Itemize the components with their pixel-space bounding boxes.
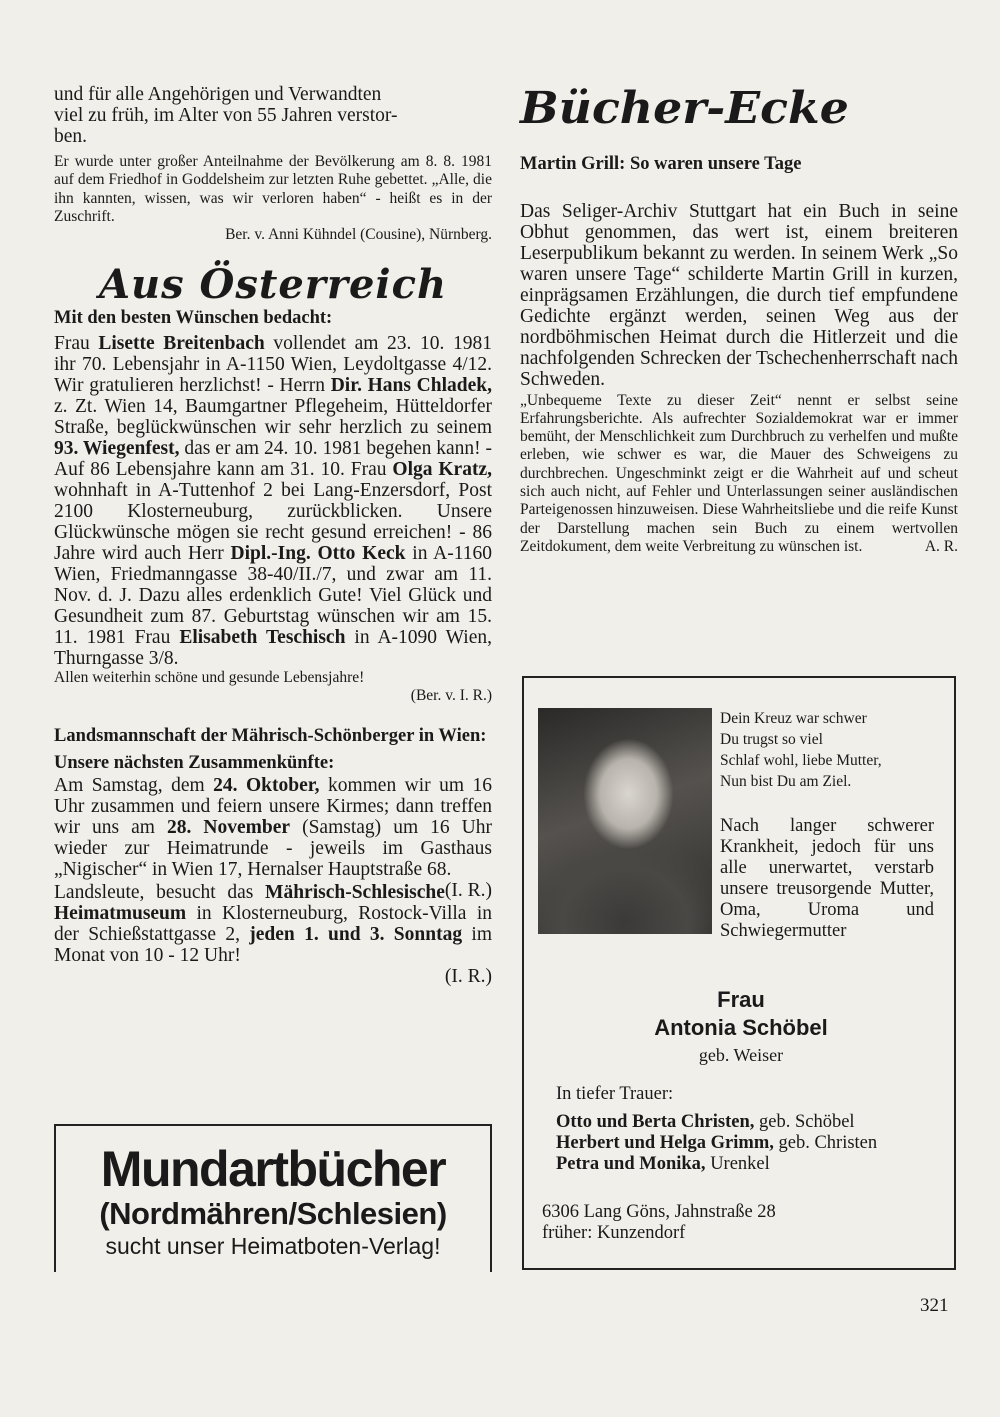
meetings-t2: kommen wir um 16 Uhr zusammen und feiern unsere Kirmes; dann treffen wir uns am xyxy=(54,774,493,838)
wishes-heading: Mit den besten Wünschen bedacht: xyxy=(54,308,333,329)
mundartbuecher-ad xyxy=(54,1124,492,1272)
section-title-buecher-ecke: Bücher-Ecke xyxy=(520,83,849,134)
obit-text: Nach langer schwerer Krankheit, jedoch für uns alle unerwartet, verstarb unsere treusorgende Mutter, Oma, Uroma und Schwiegermutter xyxy=(720,816,934,941)
section-title-oesterreich: Aus Österreich xyxy=(98,261,448,309)
mourner-3-rest: Urenkel xyxy=(705,1154,770,1174)
mourner-1-rest: geb. Schöbel xyxy=(754,1112,855,1132)
ad-subtitle: (Nordmähren/Schlesien) xyxy=(99,1196,447,1231)
wishes-t7: in A-1090 Wien, Thurngasse 3/8. xyxy=(54,626,492,669)
museum-credit: (I. R.) xyxy=(444,965,492,987)
verse-line-3: Schlaf wohl, liebe Mutter, xyxy=(720,752,882,769)
mourner-3-names: Petra und Monika, xyxy=(556,1154,706,1174)
left-column xyxy=(54,84,492,987)
book-text-small: „Unbequeme Texte zu dieser Zeit“ nennt er selbst seine Erfahrungsberichte. Als aufrechter Sozialdemokrat war er immer bemüht, der Menschlichkeit zum Durchbruch zu verhelfen und mußte erleben, wie schwer es war, die Mauer des Schweigens zu durchbrechen. Ungeschminkt zeigt er die Wahrheit auf und scheut sich auch nicht, auf Fehler und Unterlassungen seiner ausländischen Parteigenossen hinzuweisen. Diese Wahrheitsliebe und die reife Kunst der Darstellung machen sein Buch zu einem wertvollen Zeitdokument, dem weite Verbreitung zu wünschen ist. xyxy=(520,391,958,555)
verse-line-1: Dein Kreuz war schwer xyxy=(720,710,867,727)
meetings-t1: Am Samstag, dem xyxy=(54,774,214,796)
ad-tagline: sucht unser Heimatboten-Verlag! xyxy=(105,1233,441,1259)
page-number: 321 xyxy=(920,1295,949,1316)
mourner-3 xyxy=(556,1154,946,1175)
ad-title: Mundartbücher xyxy=(100,1141,446,1197)
obit-name-full: Antonia Schöbel xyxy=(654,1015,828,1040)
meetings-credit: (I. R.) xyxy=(444,879,492,901)
intro-line-3: ben. xyxy=(54,126,88,147)
wishes-name-chladek: Dir. Hans Chladek, xyxy=(330,374,492,396)
book-text: Das Seliger-Archiv Stuttgart hat ein Buch in seine Obhut genommen, das wert ist, einem breiteren Leserpublikum bekannt zu werden. In seinem Werk „So waren unsere Tage“ schilderte Martin Grill in kurzen, einprägsamen Erzählungen, die durch tief empfundene Gedichte ergänzt werden, seinen Weg aus der nordböhmischen Heimat durch die Hitlerzeit und die nachfolgenden Schrecken der Tschechenherrschaft nach Schweden. xyxy=(520,200,958,390)
museum-paragraph xyxy=(54,879,492,966)
meetings-date-november: 28. November xyxy=(167,816,291,838)
wishes-wiegenfest: 93. Wiegenfest, xyxy=(54,437,180,459)
wishes-t1: Frau xyxy=(54,332,99,354)
meetings-heading: Unsere nächsten Zusammenkünfte: xyxy=(54,753,335,774)
book-credit: A. R. xyxy=(924,538,958,556)
funeral-text: Er wurde unter großer Anteilnahme der Bevölkerung am 8. 8. 1981 auf dem Friedhof in Goddelsheim zur letzten Ruhe gebettet. „Alle, die ihn kannten, wissen, was wir verloren haben“ - heißt es in der Zuschrift. xyxy=(54,153,492,225)
mourner-1-names: Otto und Berta Christen, xyxy=(556,1112,755,1132)
intro-line-1: und für alle Angehörigen und Verwandten xyxy=(54,84,382,105)
book-heading: Martin Grill: So waren unsere Tage xyxy=(520,154,802,174)
wishes-paragraph xyxy=(54,333,492,669)
obit-maiden-name: geb. Weiser xyxy=(698,1045,784,1065)
wishes-t5: wohnhaft in A-Tuttenhof 2 bei Lang-Enzersdorf, Post 2100 Klosterneuburg, zurückblicken. Unsere Glückwünsche mögen sie recht gesund erreichen! - 86 Jahre wird auch Herr xyxy=(54,479,492,564)
obit-mourning-label: In tiefer Trauer: xyxy=(556,1084,674,1104)
wishes-t6: in A-1160 Wien, Friedmanngasse 38-40/II./7, und zwar am 11. Nov. d. J. Dazu alles erdenklich Gute! Viel Glück und Gesundheit zum 87. Geburtstag wünschen wir am 15. 11. 1981 Frau xyxy=(54,542,492,648)
funeral-credit: Ber. v. Anni Kühndel (Cousine), Nürnberg. xyxy=(225,226,492,244)
verse-line-4: Nun bist Du am Ziel. xyxy=(720,773,852,790)
museum-t2: in Klosterneuburg, Rostock-Villa in der Schießstattgasse 2, xyxy=(54,902,492,945)
wishes-t4: das er am 24. 10. 1981 begehen kann! - Auf 86 Lebensjahre kann am 31. 10. Frau xyxy=(54,437,492,480)
obit-address xyxy=(542,1202,932,1244)
wishes-name-keck: Dipl.-Ing. Otto Keck xyxy=(230,542,406,564)
right-column xyxy=(520,84,958,556)
wishes-t3: z. Zt. Wien 14, Baumgartner Pflegeheim, Hütteldorfer Straße, beglückwünschen wir sehr herzlich zu seinem xyxy=(54,395,492,438)
lm-heading: Landsmannschaft der Mährisch-Schönberger in Wien: xyxy=(54,725,487,746)
address-line-1: 6306 Lang Göns, Jahnstraße 28 xyxy=(542,1202,776,1222)
obit-verse xyxy=(720,708,936,792)
obit-mourners xyxy=(556,1112,946,1175)
wishes-closing: Allen weiterhin schöne und gesunde Lebensjahre! xyxy=(54,668,365,686)
museum-t1: Landsleute, besucht das xyxy=(54,881,266,903)
portrait-photo xyxy=(538,708,712,934)
museum-t3: im Monat von 10 - 12 Uhr! xyxy=(54,923,492,966)
meetings-t3: (Samstag) um 16 Uhr wieder zur Heimatrunde - jeweils im Gasthaus „Nigischer“ in Wien 17, Hernalser Hauptstraße 68. xyxy=(54,816,493,880)
mourner-2 xyxy=(556,1133,946,1154)
obituary-notice xyxy=(522,676,956,1270)
wishes-name-teschisch: Elisabeth Teschisch xyxy=(179,626,346,648)
obit-name xyxy=(524,986,958,1042)
wishes-t2: vollendet am 23. 10. 1981 ihr 70. Lebensjahr in A-1150 Wien, Leydoltgasse 4/12. Wir gratulieren herzlichst! - Herrn xyxy=(54,332,493,396)
meetings-date-oktober: 24. Oktober, xyxy=(213,774,320,796)
mourner-1 xyxy=(556,1112,946,1133)
museum-name: Mährisch-Schlesische Heimatmuseum xyxy=(54,881,445,924)
mourner-2-names: Herbert und Helga Grimm, xyxy=(556,1133,774,1153)
wishes-name-breitenbach: Lisette Breitenbach xyxy=(98,332,265,354)
obit-name-title: Frau xyxy=(717,987,765,1012)
address-line-2: früher: Kunzendorf xyxy=(542,1223,686,1243)
wishes-credit: (Ber. v. I. R.) xyxy=(410,687,492,705)
intro-line-2: viel zu früh, im Alter von 55 Jahren verstor- xyxy=(54,105,398,126)
mourner-2-rest: geb. Christen xyxy=(773,1133,878,1153)
wishes-name-kratz: Olga Kratz, xyxy=(392,458,492,480)
verse-line-2: Du trugst so viel xyxy=(720,731,823,748)
museum-days: jeden 1. und 3. Sonntag xyxy=(249,923,463,945)
